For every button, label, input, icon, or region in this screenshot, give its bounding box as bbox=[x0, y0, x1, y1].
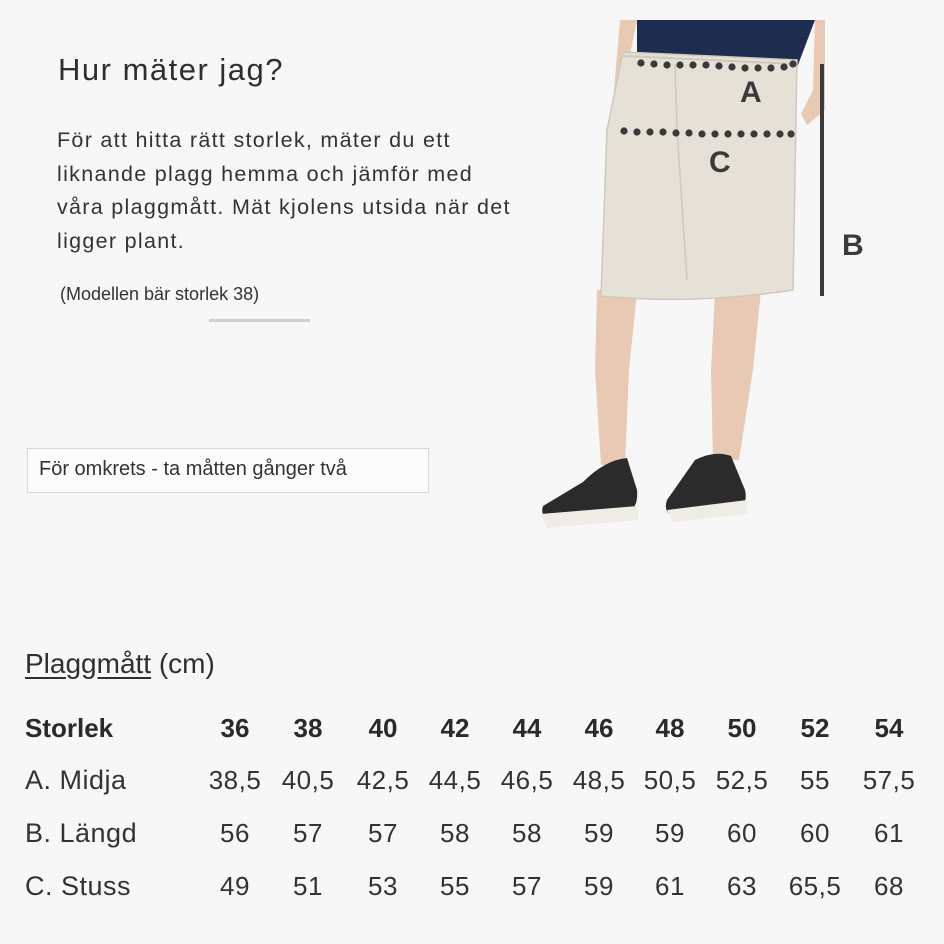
table-cell: 59 bbox=[584, 818, 614, 848]
table-cell: 49 bbox=[220, 871, 250, 901]
table-cell: 58 bbox=[512, 818, 542, 848]
table-row-waist bbox=[14, 754, 926, 807]
table-cell: 57,5 bbox=[862, 765, 916, 795]
table-cell: 60 bbox=[800, 818, 830, 848]
table-cell: 52,5 bbox=[715, 765, 769, 795]
size-column-header: 48 bbox=[655, 712, 685, 743]
table-cell: 46,5 bbox=[500, 765, 554, 795]
table-row-length bbox=[14, 807, 926, 860]
table-cell: 55 bbox=[440, 871, 470, 901]
table-cell: 57 bbox=[368, 818, 398, 848]
size-column-header: 50 bbox=[727, 712, 757, 743]
row-label: C. Stuss bbox=[25, 871, 132, 901]
model-photo bbox=[525, 20, 825, 540]
table-cell: 59 bbox=[655, 818, 685, 848]
table-row-hip bbox=[14, 860, 926, 913]
table-cell: 44,5 bbox=[428, 765, 482, 795]
size-column-header: 46 bbox=[584, 712, 614, 743]
table-cell: 60 bbox=[727, 818, 757, 848]
table-cell: 51 bbox=[293, 871, 323, 901]
table-title bbox=[25, 648, 215, 680]
table-cell: 38,5 bbox=[208, 765, 262, 795]
table-cell: 61 bbox=[874, 818, 904, 848]
size-column-header: 40 bbox=[368, 712, 398, 743]
skirt bbox=[601, 52, 797, 299]
table-cell: 57 bbox=[293, 818, 323, 848]
table-cell: 40,5 bbox=[281, 765, 335, 795]
size-header-label: Storlek bbox=[25, 712, 114, 743]
size-table bbox=[14, 702, 926, 913]
table-cell: 48,5 bbox=[572, 765, 626, 795]
size-column-header: 52 bbox=[800, 712, 830, 743]
measure-label-c: C bbox=[709, 146, 731, 179]
row-label: B. Längd bbox=[25, 818, 138, 848]
row-label: A. Midja bbox=[25, 765, 127, 795]
table-header-row bbox=[14, 702, 926, 754]
table-cell: 59 bbox=[584, 871, 614, 901]
table-title-unit: (cm) bbox=[158, 648, 215, 679]
table-cell: 50,5 bbox=[643, 765, 697, 795]
measure-label-b: B bbox=[842, 229, 864, 262]
size-column-header: 54 bbox=[874, 712, 904, 743]
table-cell: 57 bbox=[512, 871, 542, 901]
length-measure-bar bbox=[820, 64, 824, 296]
page-heading: Hur mäter jag? bbox=[58, 52, 285, 87]
table-cell: 58 bbox=[440, 818, 470, 848]
circumference-tip: För omkrets - ta måtten gånger två bbox=[27, 448, 429, 493]
size-column-header: 36 bbox=[220, 712, 250, 743]
measure-label-a: A bbox=[740, 76, 762, 109]
table-cell: 65,5 bbox=[788, 871, 842, 901]
divider bbox=[209, 319, 310, 322]
table-cell: 63 bbox=[727, 871, 757, 901]
model-size-note: (Modellen bär storlek 38) bbox=[60, 284, 260, 304]
intro-text: För att hitta rätt storlek, mäter du ett liknande plagg hemma och jämför med våra plaggmått. Mät kjolens utsida när det ligger plant. bbox=[57, 128, 511, 253]
table-cell: 68 bbox=[874, 871, 904, 901]
table-cell: 61 bbox=[655, 871, 685, 901]
table-cell: 55 bbox=[800, 765, 830, 795]
table-cell: 56 bbox=[220, 818, 250, 848]
size-column-header: 42 bbox=[440, 712, 470, 743]
size-column-header: 38 bbox=[293, 712, 323, 743]
table-cell: 42,5 bbox=[356, 765, 410, 795]
size-column-header: 44 bbox=[512, 712, 542, 743]
table-title-main: Plaggmått bbox=[25, 648, 152, 679]
table-cell: 53 bbox=[368, 871, 398, 901]
